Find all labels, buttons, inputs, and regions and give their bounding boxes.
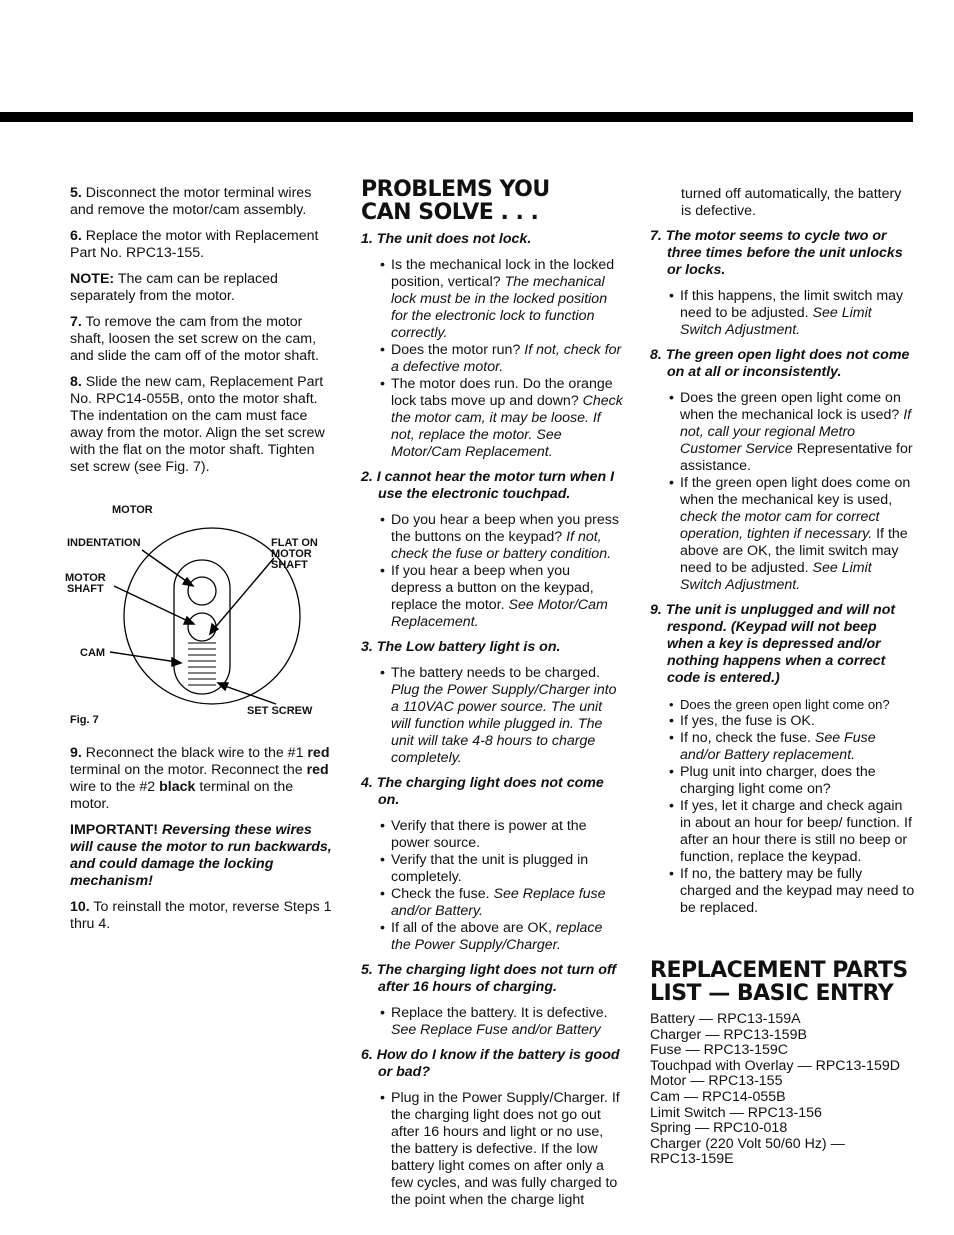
step-7: 7. To remove the cam from the motor shaft, loosen the set screw on the cam, and slide the cam off of the motor shaft. [70,314,319,364]
parts-item: Fuse — RPC13-159C [650,1042,788,1059]
label-set-screw: SET SCREW [247,705,313,717]
parts-item: Touchpad with Overlay — RPC13-159D [650,1057,900,1074]
problem-1: 1. The unit does not lock. • Is the mechanical lock in the locked position, vertical? The mechanical lock must be in the locked position for the electronic lock to function correctly. • Does the motor run? If not, check for a defective motor. • The motor does run. Do the orange lock tabs move up and down? Check the motor cam, it may be loose. If not, replace the motor. See Motor/Cam Replacement. [361,231,623,461]
problem-3: 3. The Low battery light is on. • The battery needs to be charged. Plug the Power Supply/Charger into a 110VAC power source. The unit will function while plugged in. The unit will take 4-8 hours to charge completely. [361,639,623,767]
column-right [650,186,915,1168]
step-10: 10. To reinstall the motor, reverse Steps 1 thru 4. [70,899,332,932]
parts-item: Limit Switch — RPC13-156 [650,1104,822,1121]
parts-item: Cam — RPC14-055B [650,1088,786,1105]
step-8: 8. Slide the new cam, Replacement Part No. RPC14-055B, onto the motor shaft. The indentation on the cam must face away from the motor. Align the set screw with the flat on the motor shaft. Tighten set screw (see Fig. 7). [70,374,325,475]
heading-replacement-parts: REPLACEMENT PARTS LIST — BASIC ENTRY [650,958,908,1006]
motor-cam-diagram [62,500,337,735]
label-indentation: INDENTATION [67,537,141,549]
parts-item: Charger — RPC13-159B [650,1026,807,1043]
column-left-lower [70,745,335,942]
label-motor: MOTOR [112,504,153,516]
figure-caption: Fig. 7 [70,714,99,726]
problem-7: 7. The motor seems to cycle two or three times before the unit unlocks or locks. • If this happens, the limit switch may need to be adjusted. See Limit Switch Adjustment. [650,228,915,339]
problem-4: 4. The charging light does not come on. • Verify that there is power at the power source. • Verify that the unit is plugged in completely. • Check the fuse. See Replace fuse and/or Battery. • If all of the above are OK, replace the Power Supply/Charger. [361,775,623,954]
parts-list [650,1012,915,1168]
important-warning: IMPORTANT! Reversing these wires will cause the motor to run backwards, and could damage the locking mechanism! [70,822,332,889]
problem-5: 5. The charging light does not turn off after 16 hours of charging. • Replace the battery. It is defective. See Replace Fuse and/or Battery [361,962,623,1039]
figure-7 [62,500,337,735]
column-middle [361,178,623,1217]
problem-8: 8. The green open light does not come on at all or inconsistently. • Does the green open light come on when the mechanical lock is used? If not, call your regional Metro Customer Service Representative for assistance. • If the green open light does come on when the mechanical key is used, check the motor cam for correct operation, tighten if necessary. If the above are OK, the limit switch may need to be adjusted. See Limit Switch Adjustment. [650,347,915,594]
problem-6-continued: turned off automatically, the battery is defective. [681,186,902,219]
column-left [70,185,335,485]
problem-9: 9. The unit is unplugged and will not respond. (Keypad will not beep when a key is depressed and/or nothing happens when a correct code is entered.) • Does the green open light come on? • If yes, the fuse is OK. • If no, check the fuse. See Fuse and/or Battery replacement. • Plug unit into charger, does the charging light come on? • If yes, let it charge and check again in about an hour for beep/ function. If after an hour there is still no beep or function, replace the keypad. • If no, the battery may be fully charged and the keypad may need to be replaced. [650,602,915,917]
label-motor-shaft: MOTOR SHAFT [65,572,106,595]
step-5: 5. Disconnect the motor terminal wires and remove the motor/cam assembly. [70,185,312,218]
parts-item: Motor — RPC13-155 [650,1073,783,1090]
heading-problems: PROBLEMS YOU CAN SOLVE . . . [361,177,550,225]
parts-item: Battery — RPC13-159A [650,1011,801,1027]
problem-2: 2. I cannot hear the motor turn when I use the electronic touchpad. • Do you hear a beep when you press the buttons on the keypad? If not, check the fuse or battery condition. • If you hear a beep when you depress a button on the keypad, replace the motor. See Motor/Cam Replacement. [361,469,623,631]
parts-item: RPC13-159E [650,1151,734,1168]
top-rule [0,112,913,122]
note: NOTE: The cam can be replaced separately from the motor. [70,271,278,304]
step-9: 9. Reconnect the black wire to the #1 red terminal on the motor. Reconnect the red wire to the #2 black terminal on the motor. [70,745,330,812]
parts-item: Charger (220 Volt 50/60 Hz) — [650,1135,845,1152]
label-cam: CAM [80,647,106,659]
label-flat-on-motor-shaft: FLAT ON MOTOR SHAFT [271,537,318,571]
parts-item: Spring — RPC10-018 [650,1120,788,1137]
step-6: 6. Replace the motor with Replacement Part No. RPC13-155. [70,228,319,261]
problem-6: 6. How do I know if the battery is good or bad? • Plug in the Power Supply/Charger. If the charging light does not go out after 16 hours and light or no use, the battery is defective. If the low battery light comes on after only a few cycles, and was fully charged to the point when the charge light [361,1047,623,1209]
